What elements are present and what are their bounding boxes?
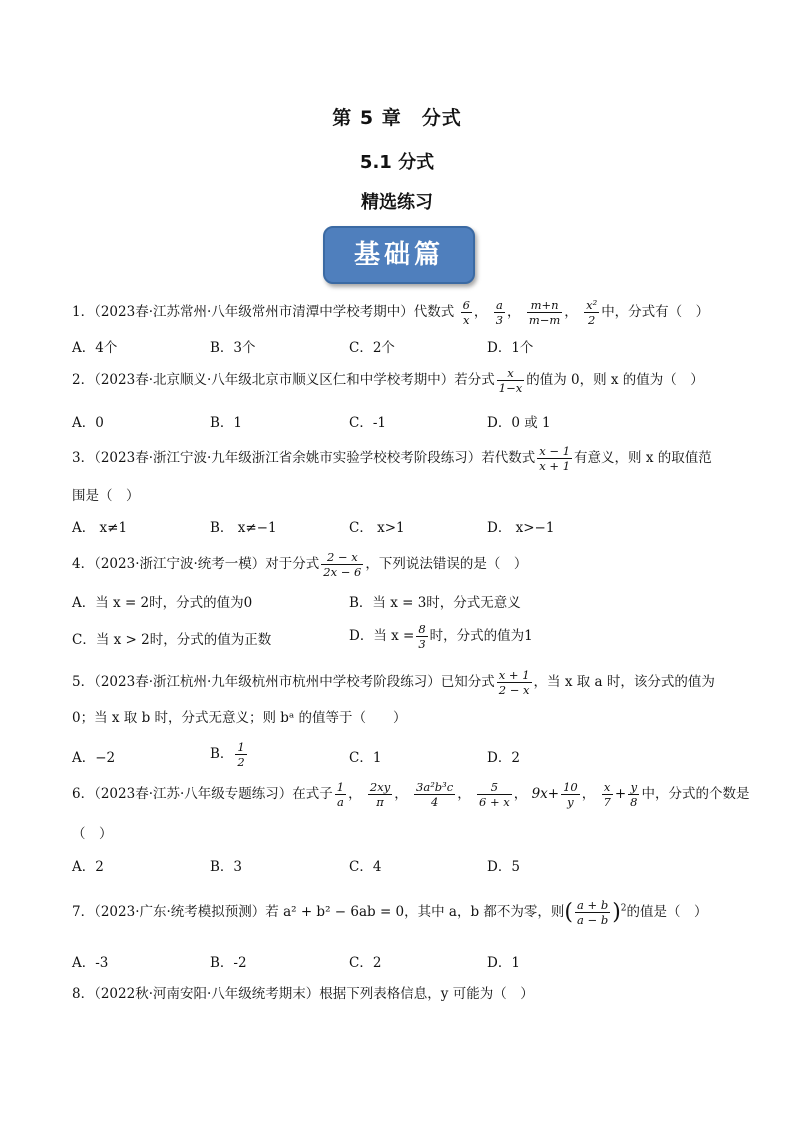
question-3-stem: 3．（2023春·浙江宁波·九年级浙江省余姚市实验学校校考阶段练习）若代数式: [72, 450, 536, 466]
fraction: $\frac{6}{x}$: [462, 298, 470, 327]
question-6-stem: 6．（2023春·江苏·八年级专题练习）在式子: [72, 786, 333, 802]
option-b: [210, 740, 249, 769]
option-c: C．2: [349, 955, 382, 971]
option-c: C．4: [349, 859, 382, 875]
section-title: 5.1 分式: [359, 152, 435, 173]
option-a: A．0: [72, 415, 104, 431]
option-a: A．-3: [72, 955, 109, 971]
question-7-stem: 7．（2023·广东·统考模拟预测）若 a² + b² − 6ab = 0，其中 a，b 都不为零，则: [72, 904, 565, 920]
option-d: D．0 或 1: [487, 415, 551, 431]
question-3-stem-end: 有意义，则 x 的取值范: [574, 450, 712, 466]
option-d: D．1: [487, 955, 520, 971]
page-subtitle: 精选练习: [361, 192, 433, 213]
option-b: B．3: [210, 859, 243, 875]
option-c: C．当 x > 2时，分式的值为正数: [72, 632, 272, 648]
option-a: A．4个: [72, 340, 118, 356]
option-c: C．1: [349, 750, 382, 766]
fraction: $\frac{x}{7}$: [603, 780, 611, 809]
option-c: C． x>1: [349, 520, 405, 536]
question-7: 7．（2023·广东·统考模拟预测）若 a² + b² − 6ab = 0，其中 a，b 都不为零，则( $\frac{a + b}{a - b}$ )$^2$的值是（ ）: [72, 898, 708, 927]
question-2: [72, 366, 704, 395]
option-d: D．5: [487, 859, 520, 875]
question-6: 6．（2023春·江苏·八年级专题练习）在式子 $\frac{1}{a}$ ， $\frac{2xy}{\pi}$ ， $\frac{\text{3a²b³c}}{4}$ ， $\frac{5}{6 + x}$ ， 9x+ $\frac{10}{y}$ ， $\frac{x}{7}$ + $\frac{y}{8}$ 中，分式的个数是: [72, 780, 750, 809]
question-3: [72, 444, 712, 473]
question-4-stem: 4．（2023·浙江宁波·统考一模）对于分式: [72, 556, 320, 572]
question-2-stem-end: 的值为 0，则 x 的值为（ ）: [526, 372, 704, 388]
question-5: [72, 668, 715, 697]
option-a: A．2: [72, 859, 104, 875]
question-5-cont: 0；当 x 取 b 时，分式无意义；则 bᵃ 的值等于（ ）: [72, 710, 407, 726]
option-a: A． x≠1: [72, 520, 128, 536]
fraction: $\frac{\text{3a²b³c}}{4}$: [416, 780, 454, 809]
fraction: $\frac{\text{x²}}{2}$: [586, 298, 598, 327]
option-d: [349, 622, 533, 651]
question-4-stem-end: ，下列说法错误的是（ ）: [365, 556, 528, 572]
fraction: $\frac{x - 1}{x + 1}$: [539, 444, 571, 473]
level-badge: [323, 226, 475, 284]
fraction: $\frac{a + b}{a - b}$: [577, 898, 609, 927]
question-7-stem-end: 的值是（ ）: [626, 904, 708, 920]
option-c: C．2个: [349, 340, 395, 356]
level-badge-label: 基础篇: [353, 240, 444, 270]
option-d-label: D．当 x =: [349, 628, 415, 644]
fraction: $\frac{m+n}{m-m}$: [528, 298, 561, 327]
fraction: $\frac{5}{6 + x}$: [479, 780, 510, 809]
option-b: B．3个: [210, 340, 256, 356]
option-d: D．1个: [487, 340, 534, 356]
option-d: D． x>−1: [487, 520, 555, 536]
fraction: $\frac{a}{3}$: [495, 298, 504, 327]
fraction: $\frac{2 - x}{2x - 6}$: [323, 550, 362, 579]
option-a: A．当 x = 2时，分式的值为0: [72, 595, 253, 611]
option-b: B．-2: [210, 955, 247, 971]
option-b: B．当 x = 3时，分式无意义: [349, 595, 521, 611]
question-5-stem-end: ，当 x 取 a 时，该分式的值为: [533, 674, 715, 690]
option-b: B．1: [210, 415, 243, 431]
question-5-stem: 5．（2023春·浙江杭州·九年级杭州市杭州中学校考阶段练习）已知分式: [72, 674, 495, 690]
option-d-tail: 时，分式的值为1: [429, 628, 533, 644]
question-2-stem: 2．（2023春·北京顺义·八年级北京市顺义区仁和中学校考期中）若分式: [72, 372, 495, 388]
question-6-stem-end: 中，分式的个数是: [641, 786, 750, 802]
fraction: $\frac{x}{1-x}$: [498, 366, 523, 395]
fraction: $\frac{x + 1}{2 - x}$: [498, 668, 530, 697]
question-1-stem: 1．（2023春·江苏常州·八年级常州市清潭中学校考期中）代数式: [72, 304, 455, 320]
fraction: $\frac{1}{a}$: [336, 780, 345, 809]
question-1: 1．（2023春·江苏常州·八年级常州市清潭中学校考期中）代数式 $\frac{6}{x}$ ， $\frac{a}{3}$ ， $\frac{m+n}{m-m}$ ， $\frac{\text{x²}}{2}$ 中，分式有（ ）: [72, 298, 710, 327]
option-c: C．-1: [349, 415, 386, 431]
question-3-cont: 围是（ ）: [72, 488, 140, 504]
option-d: D．2: [487, 750, 520, 766]
fraction: $\frac{8}{3}$: [418, 622, 426, 651]
fraction: $\frac{10}{y}$: [563, 780, 578, 809]
question-1-stem-end: 中，分式有（ ）: [601, 304, 710, 320]
question-6-cont: （ ）: [72, 826, 113, 842]
fraction: $\frac{2xy}{\pi}$: [369, 780, 391, 809]
option-b: B． x≠−1: [210, 520, 277, 536]
question-4: [72, 550, 527, 579]
fraction: $\frac{1}{2}$: [237, 740, 245, 769]
question-8: 8．（2022秋·河南安阳·八年级统考期末）根据下列表格信息，y 可能为（ ）: [72, 986, 534, 1002]
option-a: A．−2: [72, 750, 116, 766]
chapter-title: 第 5 章 分式: [332, 107, 462, 129]
option-b-label: B．: [210, 746, 234, 762]
fraction: $\frac{y}{8}$: [630, 780, 638, 809]
